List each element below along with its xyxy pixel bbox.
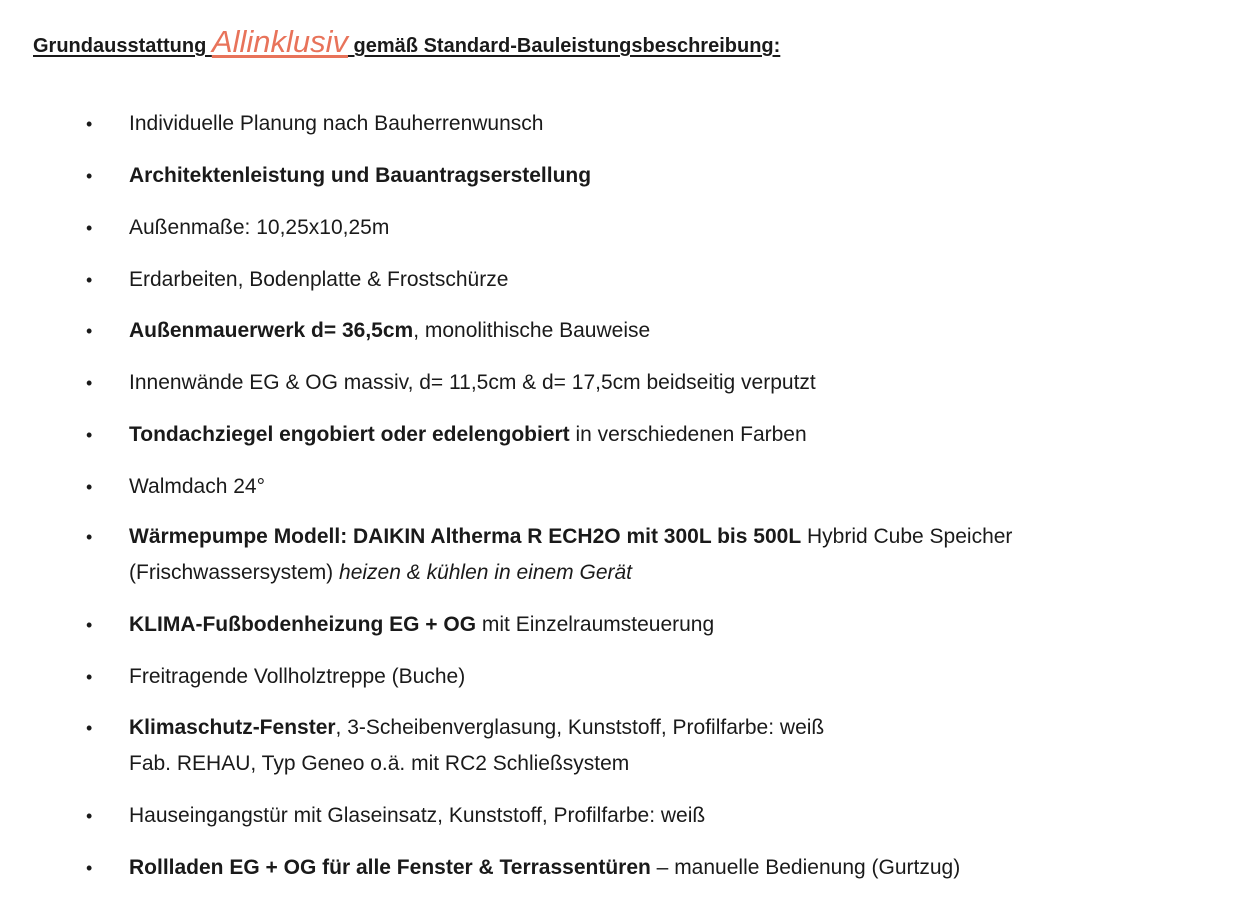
item-text-segment: Architektenleistung und Bauantragserstellung: [129, 164, 592, 187]
item-text-segment: mit Einzelraumsteuerung: [476, 613, 715, 636]
list-item-text: [129, 850, 960, 886]
bullet-icon: •: [86, 373, 93, 393]
item-text-segment: Außenmauerwerk d= 36,5cm: [129, 319, 414, 342]
item-text-segment: – manuelle Bedienung (Gurtzug): [650, 856, 961, 879]
list-item-text: [129, 519, 1012, 555]
list-item-text: [129, 607, 714, 643]
item-text-segment: Hauseingangstür mit Glaseinsatz, Kunststoff, Profilfarbe: weiß: [129, 804, 706, 827]
item-text-segment: (Frischwassersystem): [129, 561, 340, 584]
item-text-segment: Hybrid Cube Speicher: [801, 525, 1013, 548]
item-text-segment: heizen & kühlen in einem Gerät: [339, 561, 633, 584]
bullet-icon: •: [86, 667, 93, 687]
item-text-segment: Rollladen EG + OG für alle Fenster & Terrassentüren: [129, 856, 651, 879]
item-text-segment: Wärmepumpe Modell: DAIKIN Altherma R ECH2O mit 300L bis 500L: [129, 525, 802, 548]
bullet-icon: •: [86, 858, 93, 878]
item-text-segment: Freitragende Vollholztreppe (Buche): [129, 665, 466, 688]
bullet-icon: •: [86, 218, 93, 238]
heading-part-1: Grundausstattung: [33, 35, 212, 57]
list-item-text: [129, 417, 807, 453]
item-text-segment: Fab. REHAU, Typ Geneo o.ä. mit RC2 Schließsystem: [129, 752, 630, 775]
item-text-segment: in verschiedenen Farben: [569, 423, 807, 446]
list-item-text-line-2: [129, 555, 632, 591]
bullet-icon: •: [86, 477, 93, 497]
item-text-segment: , monolithische Bauweise: [413, 319, 651, 342]
list-item-text: [129, 262, 508, 298]
list-item-text: [129, 710, 824, 746]
list-item-text: [129, 158, 591, 194]
list-item-text: [129, 659, 465, 695]
item-text-segment: Tondachziegel engobiert oder edelengobiert: [129, 423, 570, 446]
item-text-segment: Innenwände EG & OG massiv, d= 11,5cm & d= 17,5cm beidseitig verputzt: [129, 371, 816, 394]
bullet-icon: •: [86, 321, 93, 341]
bullet-icon: •: [86, 615, 93, 635]
item-text-segment: , 3-Scheibenverglasung, Kunststoff, Profilfarbe: weiß: [335, 716, 825, 739]
bullet-icon: •: [86, 718, 93, 738]
item-text-segment: KLIMA-Fußbodenheizung EG + OG: [129, 613, 477, 636]
list-item-text: [129, 469, 265, 505]
list-item-text-line-2: [129, 746, 629, 782]
list-item-text: [129, 210, 389, 246]
list-item-text: [129, 106, 543, 142]
bullet-icon: •: [86, 270, 93, 290]
item-text-segment: Individuelle Planung nach Bauherrenwunsch: [129, 112, 544, 135]
heading-accent-allinklusiv: Allinklusiv: [211, 24, 348, 59]
heading-part-2: gemäß Standard-Bauleistungsbeschreibung:: [348, 35, 781, 57]
bullet-icon: •: [86, 425, 93, 445]
item-text-segment: Außenmaße: 10,25x10,25m: [129, 216, 390, 239]
item-text-segment: Erdarbeiten, Bodenplatte & Frostschürze: [129, 268, 509, 291]
bullet-icon: •: [86, 114, 93, 134]
document-heading: [33, 22, 780, 66]
list-item-text: [129, 313, 650, 349]
bullet-icon: •: [86, 527, 93, 547]
item-text-segment: Klimaschutz-Fenster: [129, 716, 336, 739]
list-item-text: [129, 365, 816, 401]
item-text-segment: Walmdach 24°: [129, 475, 266, 498]
list-item-text: [129, 798, 705, 834]
bullet-icon: •: [86, 166, 93, 186]
bullet-icon: •: [86, 806, 93, 826]
